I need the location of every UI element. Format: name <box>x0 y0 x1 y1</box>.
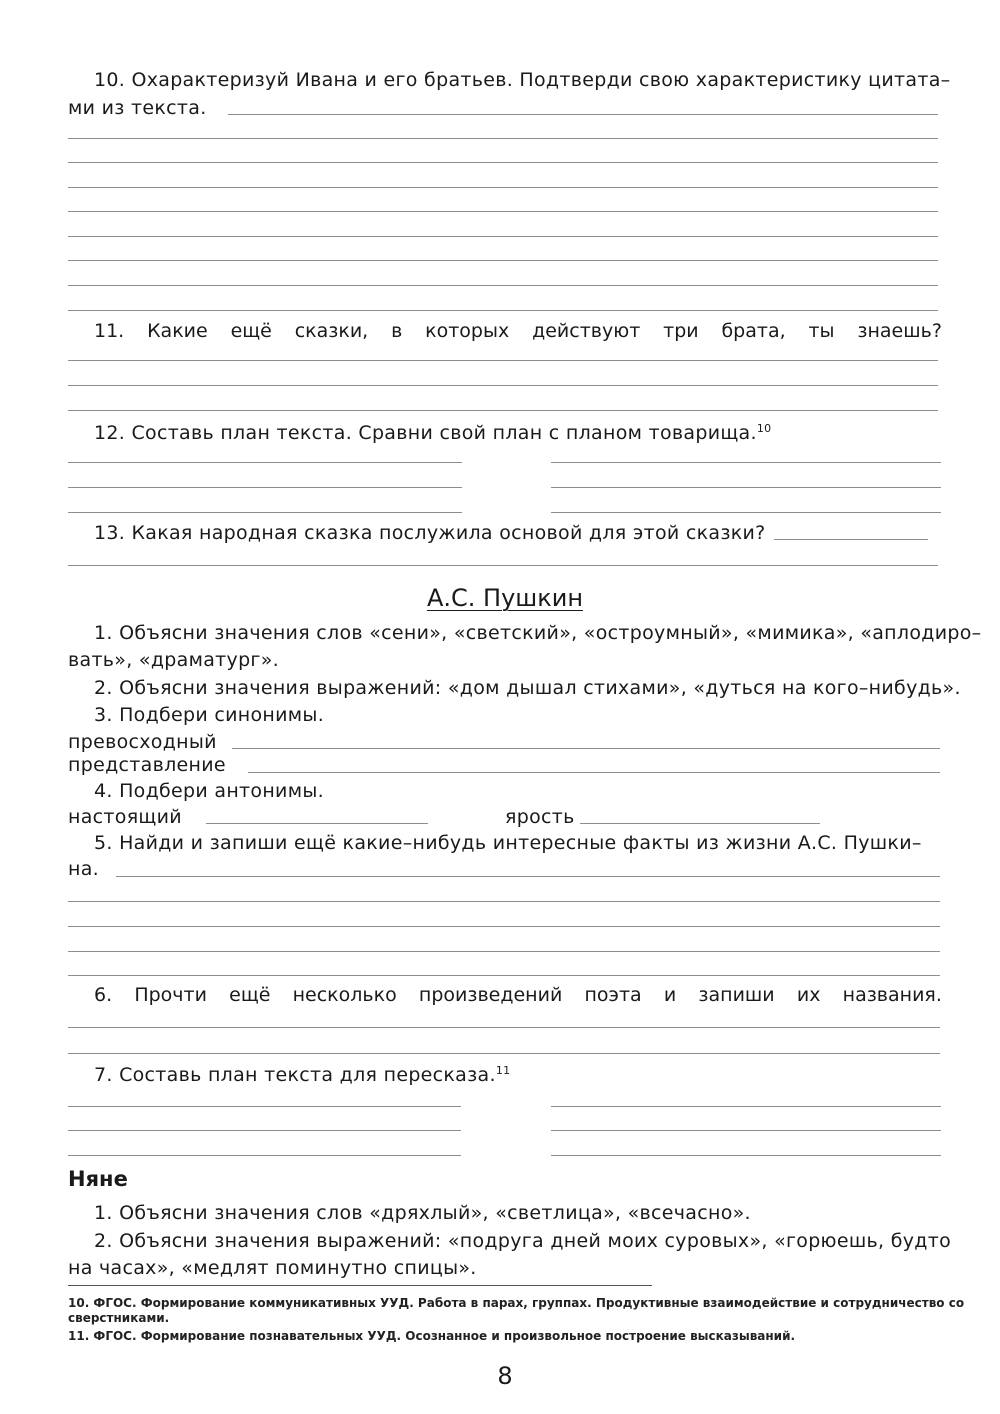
q7-plan-line-right[interactable] <box>551 1106 941 1107</box>
pushkin-q5-answer-line[interactable] <box>68 926 940 927</box>
q6-word: ещё <box>229 984 271 1006</box>
q13-answer-line[interactable] <box>774 539 928 540</box>
q11-word: сказки, <box>294 320 369 342</box>
q11-word: брата, <box>721 320 786 342</box>
footnote-10-line1: 10. ФГОС. Формирование коммуникативных УУД. Работа в парах, группах. Продуктивные взаимодействие и сотрудничество со <box>68 1296 965 1310</box>
synonym-answer-line[interactable] <box>232 748 940 749</box>
q6-word: поэта <box>584 984 642 1006</box>
q10-answer-line[interactable] <box>68 211 938 212</box>
q7-plan-line-left[interactable] <box>68 1106 461 1107</box>
synonym-word-2: представление <box>68 754 226 776</box>
q10-answer-line[interactable] <box>68 310 938 311</box>
pushkin-q1-line2: вать», «драматург». <box>68 649 279 671</box>
pushkin-q5-answer-line[interactable] <box>68 975 940 976</box>
q6-word: произведений <box>418 984 563 1006</box>
page-number: 8 <box>497 1362 513 1390</box>
antonym-word-1: настоящий <box>68 806 182 828</box>
nyane-q2-line2: на часах», «медлят поминутно спицы». <box>68 1257 477 1279</box>
q12-plan-line-right[interactable] <box>551 462 941 463</box>
q7-plan-line-left[interactable] <box>68 1155 461 1156</box>
q11-word: 11. <box>94 320 125 342</box>
q10-answer-line[interactable] <box>68 162 938 163</box>
q10-answer-line[interactable] <box>68 187 938 188</box>
q12-question <box>94 421 771 445</box>
q10-answer-line[interactable] <box>68 236 938 237</box>
q12-text: 12. Составь план текста. Сравни свой план с планом товарища. <box>94 422 757 444</box>
q10-line2: ми из текста. <box>68 97 207 119</box>
q6-word: запиши <box>698 984 775 1006</box>
q11-word: которых <box>425 320 510 342</box>
pushkin-q1-line1: 1. Объясни значения слов «сени», «светский», «остроумный», «мимика», «аплодиро– <box>94 622 982 644</box>
q12-plan-line-left[interactable] <box>68 462 462 463</box>
pushkin-q6-answer-line[interactable] <box>68 1027 940 1028</box>
q10-answer-line[interactable] <box>228 114 938 115</box>
pushkin-q5-line1: 5. Найди и запиши ещё какие–нибудь интересные факты из жизни А.С. Пушки– <box>94 832 922 854</box>
q13-question: 13. Какая народная сказка послужила основой для этой сказки? <box>94 522 766 544</box>
synonym-answer-line[interactable] <box>248 772 940 773</box>
section-title-pushkin <box>0 584 1000 612</box>
pushkin-q5-line2: на. <box>68 858 100 880</box>
q12-plan-line-left[interactable] <box>68 512 462 513</box>
pushkin-q7 <box>94 1063 510 1087</box>
q10-answer-line[interactable] <box>68 285 938 286</box>
q11-question <box>94 319 942 343</box>
q11-word: Какие <box>147 320 208 342</box>
q11-word: в <box>391 320 403 342</box>
footnote-ref-10: 10 <box>756 422 772 435</box>
q10-line1: 10. Охарактеризуй Ивана и его братьев. Подтверди свою характеристику цитата– <box>94 69 951 91</box>
nyane-q2-line1: 2. Объясни значения выражений: «подруга дней моих суровых», «горюешь, будто <box>94 1230 951 1252</box>
q6-word: их <box>796 984 821 1006</box>
q11-word: ты <box>808 320 835 342</box>
section-title-text: А.С. Пушкин <box>426 584 584 612</box>
nyane-q1: 1. Объясни значения слов «дряхлый», «светлица», «всечасно». <box>94 1202 751 1224</box>
footnote-separator <box>68 1285 652 1286</box>
q12-plan-line-right[interactable] <box>551 487 941 488</box>
q7-plan-line-right[interactable] <box>551 1130 941 1131</box>
footnote-ref-11: 11 <box>495 1064 511 1077</box>
q6-word: несколько <box>292 984 397 1006</box>
section-heading-nyane: Няне <box>68 1167 128 1191</box>
pushkin-q4: 4. Подбери антонимы. <box>94 780 324 802</box>
q12-plan-line-left[interactable] <box>68 487 462 488</box>
q11-word: знаешь? <box>857 320 942 342</box>
q10-answer-line[interactable] <box>68 260 938 261</box>
q11-word: действуют <box>532 320 641 342</box>
q7-plan-line-left[interactable] <box>68 1130 461 1131</box>
pushkin-q6-answer-line[interactable] <box>68 1053 940 1054</box>
q11-answer-line[interactable] <box>68 410 938 411</box>
q6-word: 6. <box>94 984 113 1006</box>
antonym-answer-line[interactable] <box>580 823 820 824</box>
pushkin-q5-answer-line[interactable] <box>68 951 940 952</box>
pushkin-q6 <box>94 983 942 1007</box>
antonym-word-2: ярость <box>505 806 575 828</box>
q12-plan-line-right[interactable] <box>551 512 941 513</box>
pushkin-q2: 2. Объясни значения выражений: «дом дышал стихами», «дуться на кого–нибудь». <box>94 677 961 699</box>
q6-word: и <box>663 984 677 1006</box>
q11-answer-line[interactable] <box>68 360 938 361</box>
pushkin-q5-answer-line[interactable] <box>116 876 940 877</box>
q7-plan-line-right[interactable] <box>551 1155 941 1156</box>
antonym-answer-line[interactable] <box>206 823 428 824</box>
q11-word: ещё <box>230 320 272 342</box>
pushkin-q5-answer-line[interactable] <box>68 901 940 902</box>
q7-text: 7. Составь план текста для пересказа. <box>94 1064 496 1086</box>
q11-answer-line[interactable] <box>68 385 938 386</box>
synonym-word-1: превосходный <box>68 731 217 753</box>
footnote-11: 11. ФГОС. Формирование познавательных УУД. Осознанное и произвольное построение высказываний. <box>68 1329 796 1343</box>
q6-word: названия. <box>842 984 942 1006</box>
q10-answer-line[interactable] <box>68 138 938 139</box>
q13-answer-line[interactable] <box>68 565 938 566</box>
q6-word: Прочти <box>134 984 207 1006</box>
q11-word: три <box>663 320 699 342</box>
footnote-10-line2: сверстниками. <box>68 1311 170 1325</box>
pushkin-q3: 3. Подбери синонимы. <box>94 704 325 726</box>
